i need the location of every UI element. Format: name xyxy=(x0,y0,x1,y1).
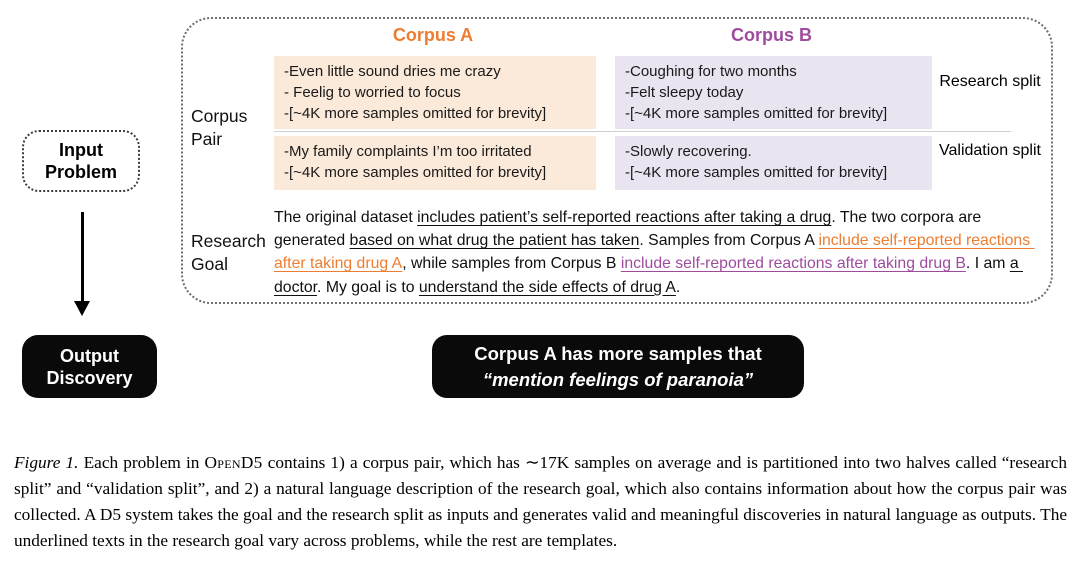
text-segment-plain: , while samples from Corpus B xyxy=(402,255,621,273)
corpus-pair-label: Corpus Pair xyxy=(191,106,248,149)
text-segment-underline: includes patient’s self-reported reactions after taking a drug xyxy=(417,209,832,226)
sample-line: -[~4K more samples omitted for brevity] xyxy=(625,164,888,181)
sample-line: -[~4K more samples omitted for brevity] xyxy=(625,105,888,122)
research-goal-label: Research Goal xyxy=(191,231,266,274)
text-segment-underline-orange: include self-reported reactions after taking drug A xyxy=(274,232,1035,273)
text-segment-underline: a doctor xyxy=(274,255,1023,296)
flow-arrow-head-icon xyxy=(74,301,90,316)
output-discovery-box xyxy=(22,335,157,398)
sample-line: -Felt sleepy today xyxy=(625,84,744,101)
sample-line: -Even little sound dries me crazy xyxy=(284,63,501,80)
text-segment-plain: . xyxy=(675,278,681,296)
flow-arrow-line xyxy=(81,212,84,302)
sample-line: -[~4K more samples omitted for brevity] xyxy=(284,164,547,181)
corpus-b-research-samples xyxy=(615,56,932,129)
research-goal-text xyxy=(274,206,1046,299)
corpus-b-validation-samples xyxy=(615,136,932,190)
corpus-a-header: Corpus A xyxy=(392,25,474,45)
sample-line: -Slowly recovering. xyxy=(625,143,752,160)
text-segment-smallcaps: OpenD5 xyxy=(204,453,263,472)
input-problem-box xyxy=(22,130,140,192)
problem-panel xyxy=(181,17,1053,304)
validation-split-label: Validation split xyxy=(939,142,1041,159)
discovery-line-2: “mention feelings of paranoia” xyxy=(482,368,754,390)
corpus-a-validation-samples xyxy=(274,136,596,190)
text-segment-plain: . Samples from Corpus A xyxy=(639,232,819,250)
sample-line: -Coughing for two months xyxy=(625,63,797,80)
text-segment-plain: . I am xyxy=(965,255,1010,273)
output-discovery-label: Output Discovery xyxy=(46,345,133,388)
text-segment-plain: contains 1) a corpus pair, which has ∼17K samples on average and is partitioned into two halves called “research split” and “validation split”, and 2) a natural language description of the research goal, which also contains information about how the corpus pair was collected. A D5 system takes the goal and the research split as inputs and generates valid and meaningful discoveries in natural language as outputs. The underlined texts in the research goal vary across problems, while the rest are templates. xyxy=(14,453,1072,550)
text-segment-underline-purple: include self-reported reactions after taking drug B xyxy=(620,255,966,273)
text-segment-underline: based on what drug the patient has taken xyxy=(349,232,640,250)
text-segment-plain: . My goal is to xyxy=(317,278,419,296)
discovery-line-1: Corpus A has more samples that xyxy=(474,342,762,364)
text-segment-plain: Each problem in xyxy=(78,453,205,472)
sample-line: - Feelig to worried to focus xyxy=(284,84,461,101)
text-segment-plain: . The two corpora are generated xyxy=(274,209,986,250)
corpus-a-research-samples xyxy=(274,56,596,129)
text-segment-plain: The original dataset xyxy=(274,209,418,226)
sample-line: -My family complaints I’m too irritated xyxy=(284,143,532,160)
corpus-b-header: Corpus B xyxy=(731,25,812,45)
text-segment-underline: understand the side effects of drug A xyxy=(418,278,676,296)
discovery-statement-box xyxy=(432,335,804,398)
split-divider xyxy=(274,131,1011,132)
research-split-label: Research split xyxy=(939,73,1041,90)
sample-line: -[~4K more samples omitted for brevity] xyxy=(284,105,547,122)
input-problem-label: Input Problem xyxy=(44,140,118,182)
text-segment-italic: Figure 1. xyxy=(14,453,79,472)
figure-caption xyxy=(14,450,1072,554)
